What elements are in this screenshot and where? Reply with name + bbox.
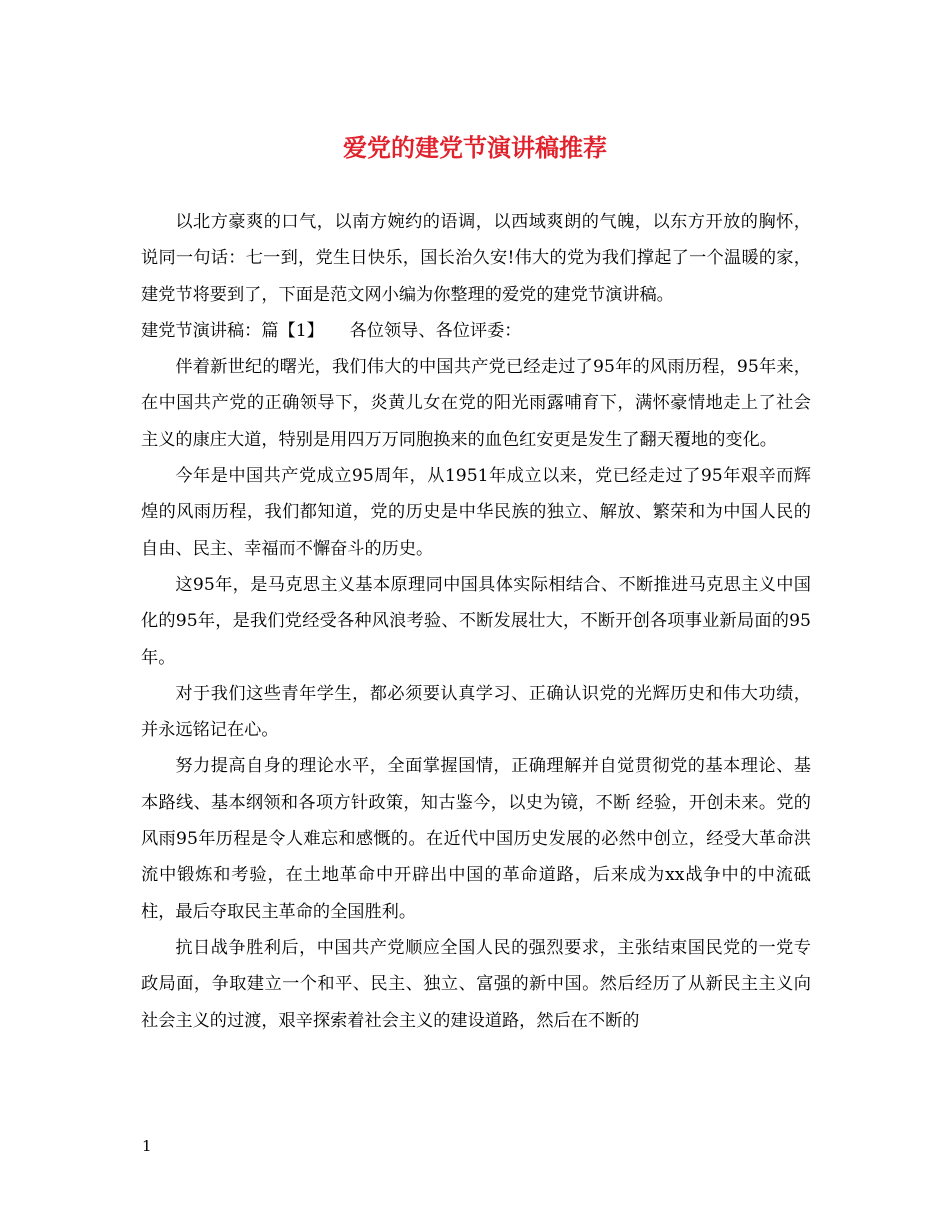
paragraph: 今年是中国共产党成立95周年，从1951年成立以来，党已经走过了95年艰辛而辉煌的风雨历程，我们都知道，党的历史是中华民族的独立、解放、繁荣和为中国人民的自由、民主、幸福而不懈奋斗的历史。 — [141, 466, 811, 559]
paragraph: 对于我们这些青年学生，都必须要认真学习、正确认识党的光辉历史和伟大功绩，并永远铭记在心。 — [141, 683, 811, 741]
paragraph: 伴着新世纪的曙光，我们伟大的中国共产党已经走过了95年的风雨历程，95年来，在中国共产党的正确领导下，炎黄儿女在党的阳光雨露哺育下，满怀豪情地走上了社会主义的康庄大道，特别是用四万万同胞换来的血色红安更是发生了翻天覆地的变化。 — [141, 357, 811, 450]
document-title: 爱党的建党节演讲稿推荐 — [343, 133, 607, 162]
page-number: 1 — [142, 1137, 152, 1155]
paragraph: 努力提高自身的理论水平，全面掌握国情，正确理解并自觉贯彻党的基本理论、基本路线、基本纲领和各项方针政策，知古鉴今，以史为镜，不断 经验，开创未来。党的风雨95年历程是令人难忘和感慨的。在近代中国历史发展的必然中创立，经受大革命洪流中锻炼和考验，在土地革命中开辟出中国的革命道路，后来成为xx战争中的中流砥柱，最后夺取民主革命的全国胜利。 — [141, 756, 811, 922]
paragraph: 以北方豪爽的口气，以南方婉约的语调，以西域爽朗的气魄，以东方开放的胸怀，说同一句话：七一到，党生日快乐，国长治久安!伟大的党为我们撑起了一个温暖的家，建党节将要到了，下面是范文网小编为你整理的爱党的建党节演讲稿。 — [141, 212, 811, 305]
section-heading: 建党节演讲稿：篇【1】 各位领导、各位评委： — [141, 320, 522, 341]
paragraph: 这95年，是马克思主义基本原理同中国具体实际相结合、不断推进马克思主义中国化的95年，是我们党经受各种风浪考验、不断发展壮大，不断开创各项事业新局面的95年。 — [141, 574, 811, 668]
paragraph: 抗日战争胜利后，中国共产党顺应全国人民的强烈要求，主张结束国民党的一党专政局面，争取建立一个和平、民主、独立、富强的新中国。然后经历了从新民主主义向社会主义的过渡，艰辛探索着社会主义的建设道路，然后在不断的 — [141, 937, 811, 1031]
document-body — [141, 204, 811, 1039]
